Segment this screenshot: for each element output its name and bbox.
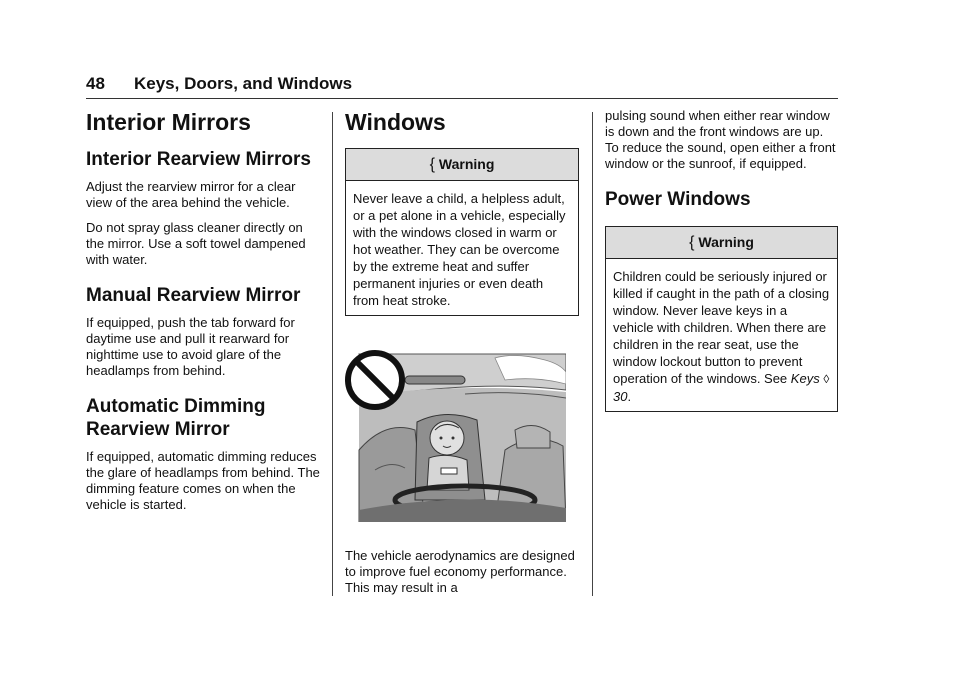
prohibition-sign-icon — [348, 353, 402, 407]
warning-box — [605, 226, 838, 412]
warning-text: Children could be seriously injured or killed if caught in the path of a closing window. Never leave keys in a vehicle with children. When there are children in the rear seat, use the window lockout button to prevent operation of the windows. See — [613, 269, 830, 386]
paragraph: Do not spray glass cleaner directly on the mirror. Use a soft towel dampened with water. — [86, 220, 306, 267]
warning-body — [606, 259, 837, 411]
section-title: Keys, Doors, and Windows — [134, 74, 353, 93]
paragraph: If equipped, push the tab forward for daytime use and pull it rearward for nighttime use to avoid glare of the headlamps from behind. — [86, 315, 295, 378]
auto-dimming-heading: Automatic Dimming Rearview Mirror — [86, 396, 266, 440]
keys-reference-link[interactable]: Keys — [790, 371, 820, 386]
manual-rearview-heading: Manual Rearview Mirror — [86, 285, 301, 306]
header-rule — [86, 98, 838, 99]
child-in-car-seat-image — [345, 350, 566, 522]
warning-box — [345, 148, 579, 316]
warning-header — [606, 227, 837, 259]
warning-label: Warning — [438, 156, 495, 172]
column-divider — [332, 112, 333, 596]
column-3 — [605, 108, 838, 426]
paragraph: pulsing sound when either rear window is down and the front windows are up. To reduce the sound, open either a front window or the sunroof, if equipped. — [605, 108, 836, 171]
warning-symbol-icon: { — [689, 234, 695, 251]
warning-header — [346, 149, 578, 181]
page-header — [86, 74, 838, 94]
paragraph: The vehicle aerodynamics are designed to improve fuel economy performance. This may result in a — [345, 548, 575, 595]
warning-label: Warning — [698, 234, 754, 250]
column-2 — [345, 108, 579, 605]
interior-mirrors-title: Interior Mirrors — [86, 109, 251, 135]
power-windows-heading: Power Windows — [605, 189, 751, 210]
warning-symbol-icon: { — [429, 156, 435, 173]
paragraph: If equipped, automatic dimming reduces the glare of headlamps from behind. The dimming feature comes on when the vehicle is started. — [86, 449, 320, 512]
child-in-car-illustration — [345, 350, 566, 522]
page-number: 48 — [86, 74, 105, 93]
paragraph: Adjust the rearview mirror for a clear view of the area behind the vehicle. — [86, 179, 296, 210]
column-divider — [592, 112, 593, 596]
reference-page-number[interactable]: 30 — [613, 389, 628, 404]
page-reference-icon: ◊ — [823, 372, 830, 386]
reference-end: . — [627, 389, 632, 404]
warning-text: Never leave a child, a helpless adult, or a pet alone in a vehicle, especially with the windows closed in warm or hot weather. They can be overcome by the extreme heat and suffer permanent injuries or even death from heat stroke. — [353, 191, 566, 308]
windows-title: Windows — [345, 109, 446, 135]
interior-rearview-heading: Interior Rearview Mirrors — [86, 149, 311, 170]
column-1 — [86, 108, 322, 522]
